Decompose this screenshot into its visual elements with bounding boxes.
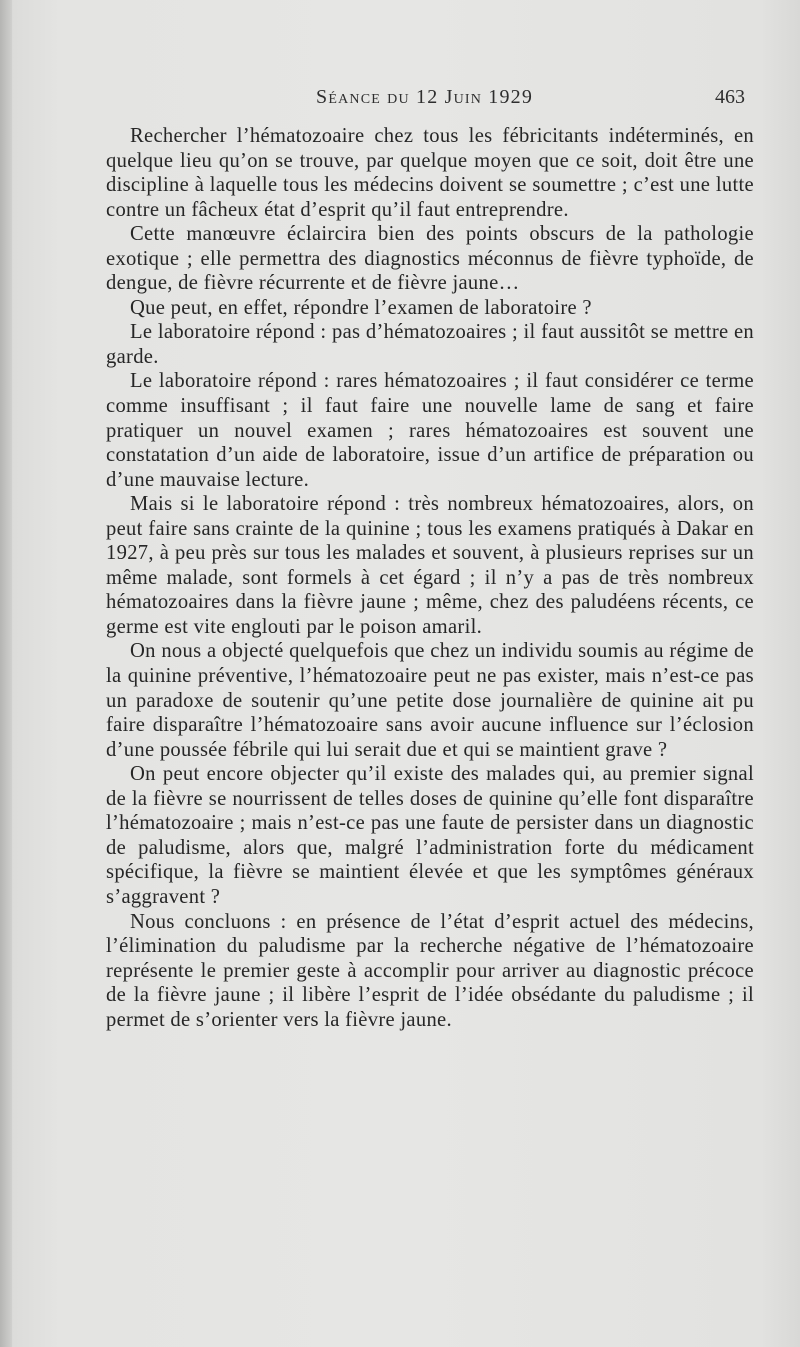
paragraph: Que peut, en effet, répondre l’examen de laboratoire ? bbox=[130, 296, 592, 319]
page-binding-edge bbox=[0, 0, 12, 1347]
running-head bbox=[0, 78, 800, 112]
paragraph: Mais si le laboratoire répond : très nombreux hématozoaires, alors, on peut faire sans crainte de la quinine ; tous les examens pratiqués à Dakar en 1927, à peu près sur tous les malades et souvent, à plusieurs reprises sur un même malade, sont formels à cet égard ; il n’y a pas de très nombreux hématozoaires dans la fièvre jaune ; même, chez des paludéens récents, ce germe est vite englouti par le poison amaril. bbox=[106, 493, 754, 638]
paragraph: On nous a objecté quelquefois que chez un individu soumis au régime de la quinine préventive, l’hématozoaire peut ne pas exister, mais n’est-ce pas un paradoxe de soutenir qu’une petite dose journalière de quinine ait pu faire disparaître l’hématozoaire sans avoir aucune influence sur l’éclosion d’une poussée fébrile qui lui serait due et qui se maintient grave ? bbox=[106, 640, 754, 761]
page-number: 463 bbox=[715, 86, 745, 108]
paragraph: Le laboratoire répond : pas d’hématozoaires ; il faut aussitôt se mettre en garde. bbox=[106, 321, 754, 368]
paragraph: Rechercher l’hématozoaire chez tous les fébricitants indéterminés, en quelque lieu qu’on se trouve, par quelque moyen que ce soit, doit être une discipline à laquelle tous les médecins doivent se soumettre ; c’est une lutte contre un fâcheux état d’esprit qu’il faut entreprendre. bbox=[106, 125, 754, 221]
paragraph: On peut encore objecter qu’il existe des malades qui, au premier signal de la fièvre se nourrissent de telles doses de quinine qu’elle font disparaître l’hématozoaire ; mais n’est-ce pas une faute de persister dans un diagnostic de paludisme, alors que, malgré l’administration forte du médicament spécifique, la fièvre se maintient élevée et que les symptômes généraux s’aggravent ? bbox=[106, 763, 754, 908]
paragraph: Nous concluons : en présence de l’état d’esprit actuel des médecins, l’élimination du paludisme par la recherche négative de l’hématozoaire représente le premier geste à accomplir pour arriver au diagnostic précoce de la fièvre jaune ; il libère l’esprit de l’idée obsédante du paludisme ; il permet de s’orienter vers la fièvre jaune. bbox=[106, 910, 754, 1031]
running-head-title: Séance du 12 Juin 1929 bbox=[316, 86, 534, 108]
body-text bbox=[106, 124, 754, 1032]
paragraph: Cette manœuvre éclaircira bien des points obscurs de la pathologie exotique ; elle permettra des diagnostics méconnus de fièvre typhoïde, de dengue, de fièvre récurrente et de fièvre jaune… bbox=[106, 223, 754, 295]
paragraph: Le laboratoire répond : rares hématozoaires ; il faut considérer ce terme comme insuffisant ; il faut faire une nouvelle lame de sang et faire pratiquer un nouvel examen ; rares hématozoaires est souvent une constatation d’un aide de laboratoire, issue d’un artifice de préparation ou d’une mauvaise lecture. bbox=[106, 370, 754, 491]
